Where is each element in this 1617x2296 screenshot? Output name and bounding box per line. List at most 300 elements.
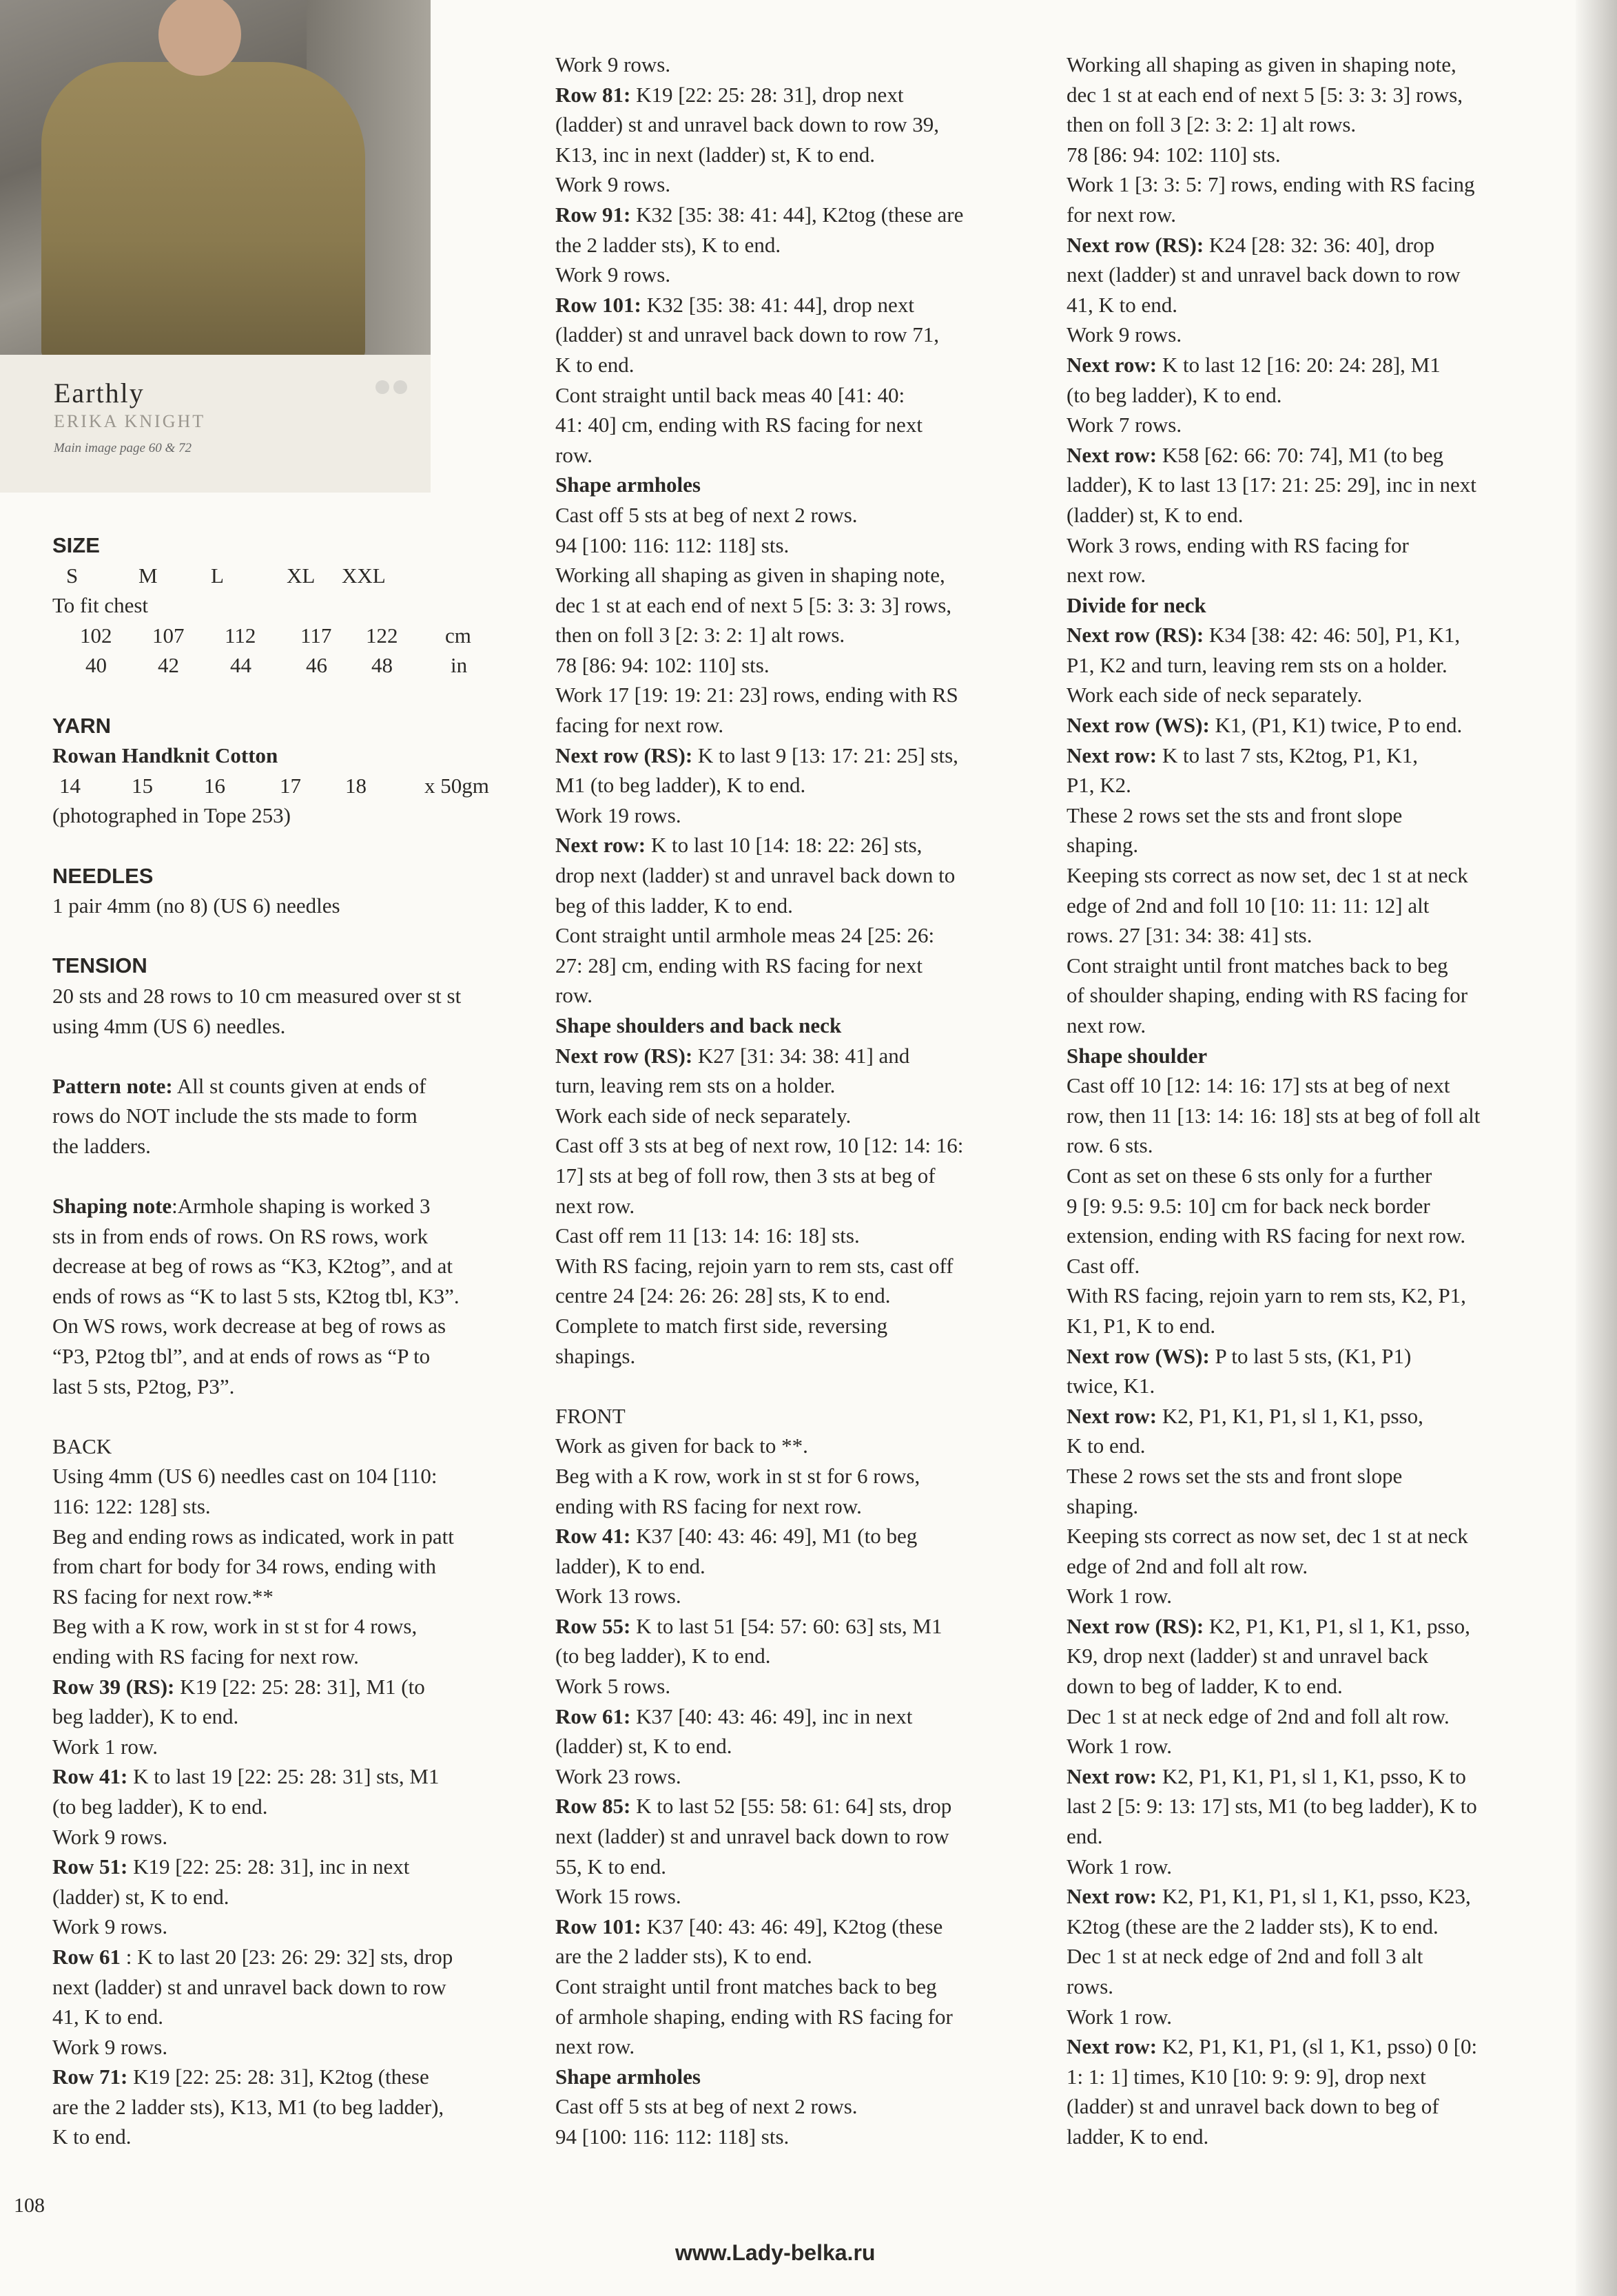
instruction-text: K24 [28: 32: 36: 40], drop [1204,232,1435,257]
instruction-text: Complete to match first side, reversing [555,1313,888,1338]
instruction-line [1067,350,1563,380]
instruction-text: K19 [22: 25: 28: 31], M1 (to [174,1674,425,1699]
title-box [0,355,431,493]
instruction-line [1067,1972,1563,2002]
pattern-note-line: the ladders. [52,1133,151,1158]
tension-line: using 4mm (US 6) needles. [52,1013,286,1038]
instruction-text: (to beg ladder), K to end. [1067,382,1282,407]
instruction-text: Work 23 rows. [555,1764,681,1788]
instruction-line [555,530,1051,561]
instruction-line [555,500,1051,530]
instruction-label: Next row (RS): [1067,1613,1204,1638]
shaping-note-line: ends of rows as “K to last 5 sts, K2tog tbl, K3”. [52,1283,460,1308]
yarn-unit: x 50gm [424,773,489,798]
instruction-label: Row 71: [52,2065,128,2089]
instruction-text: These 2 rows set the sts and front slope [1067,803,1403,827]
instruction-line [1067,1491,1563,1522]
instruction-text: rows. [1067,1974,1114,1998]
instruction-line [1067,1401,1563,1431]
instruction-label: Shape armholes [555,473,701,497]
instruction-text: Cast off 5 sts at beg of next 2 rows. [555,2094,858,2119]
instruction-line [1067,710,1563,741]
instruction-label: Next row (WS): [1067,713,1210,738]
instruction-line [1067,891,1563,921]
instruction-line [555,860,1051,891]
instruction-line [1067,920,1563,951]
instruction-text: ladder), K to end. [555,1553,705,1578]
instruction-line [1067,1161,1563,1191]
instruction-text: Dec 1 st at neck edge of 2nd and foll alt row. [1067,1704,1450,1728]
instruction-line [1067,1221,1563,1251]
main-image-ref: Main image page 60 & 72 [54,441,192,455]
instruction-line [1067,1581,1563,1611]
instruction-text: Work each side of neck separately. [1067,683,1363,707]
instruction-text: are the 2 ladder sts), K to end. [555,1944,812,1969]
instruction-text: Work 9 rows. [1067,322,1182,347]
instruction-text: ladder, K to end. [1067,2124,1209,2149]
instruction-text: beg ladder), K to end. [52,1704,239,1729]
inch-value: 42 [158,653,179,678]
instruction-line [555,1371,1051,1401]
instruction-line [555,710,1051,741]
instruction-line [52,1702,535,1732]
instruction-text: then on foll 3 [2: 3: 2: 1] alt rows. [1067,112,1357,137]
instruction-text: M1 (to beg ladder), K to end. [555,773,806,798]
instruction-line [555,1011,1051,1041]
designer-name: ERIKA KNIGHT [54,411,206,431]
instruction-line [52,1582,535,1612]
instruction-text: next row. [1067,563,1146,588]
instruction-text: Work 9 rows. [52,2034,168,2059]
instruction-line [555,1101,1051,1131]
instruction-text: Cont straight until back meas 40 [41: 40: [555,382,905,407]
instruction-line [1067,1671,1563,1702]
instruction-text: RS facing for next row.** [52,1584,274,1609]
instruction-text: Work 19 rows. [555,803,681,827]
inch-value: 48 [371,653,393,678]
instruction-text: Using 4mm (US 6) needles cast on 104 [110: [52,1464,437,1489]
yarn-amount: 17 [280,773,301,798]
instruction-label: Next row (RS): [555,1043,693,1068]
instruction-label: Next row: [1067,1884,1157,1909]
instruction-text: Cast off. [1067,1253,1140,1278]
instruction-line [555,2002,1051,2032]
instruction-line [555,1551,1051,1582]
instruction-text: (ladder) st, K to end. [555,1734,732,1759]
page-edge [1576,0,1617,2296]
instruction-text: edge of 2nd and foll 10 [10: 11: 11: 12] alt [1067,893,1430,918]
instruction-line [52,1852,535,1882]
cm-value: 112 [225,623,256,648]
shaping-note-line: “P3, P2tog tbl”, and at ends of rows as “P to [52,1344,431,1369]
instruction-text: dec 1 st at each end of next 5 [5: 3: 3: 3] rows, [1067,82,1463,107]
instruction-line [1067,560,1563,590]
instruction-text: 78 [86: 94: 102: 110] sts. [555,652,770,677]
instruction-line [555,1221,1051,1251]
instruction-text: row. 6 sts. [1067,1133,1153,1158]
instruction-text: shaping. [1067,1493,1139,1518]
shaping-note-text: :Armhole shaping is worked 3 [172,1194,431,1219]
instruction-line [1067,110,1563,140]
instruction-text: K to last 12 [16: 20: 24: 28], M1 [1157,352,1441,377]
instruction-text: Dec 1 st at neck edge of 2nd and foll 3 alt [1067,1944,1423,1969]
instruction-line [1067,650,1563,681]
garment-photo [0,0,431,355]
instruction-text: 41, K to end. [1067,292,1178,317]
instruction-text: last 2 [5: 9: 13: 17] sts, M1 (to beg ladder), K to [1067,1794,1477,1819]
instruction-text: next (ladder) st and unravel back down to row [1067,262,1461,287]
instruction-text: row, then 11 [13: 14: 16: 18] sts at beg of foll alt [1067,1103,1481,1128]
instruction-text: Work 3 rows, ending with RS facing for [1067,532,1409,557]
instruction-label: Row 41: [52,1764,128,1789]
instruction-text: ladder), K to last 13 [17: 21: 25: 29], inc in next [1067,473,1476,497]
instruction-line [1067,1791,1563,1821]
instruction-line [555,169,1051,200]
instruction-text: Work 9 rows. [555,172,671,197]
instruction-text: facing for next row. [555,713,724,738]
instruction-line [52,1491,535,1522]
tension-heading: TENSION [52,953,147,978]
instruction-text: K to last 9 [13: 17: 21: 25] sts, [692,743,958,767]
instruction-text: Working all shaping as given in shaping note, [555,563,945,588]
instruction-line [1067,200,1563,230]
instruction-line [555,1130,1051,1161]
cm-value: 102 [80,623,112,648]
rating-dot [393,380,407,394]
instruction-line [555,380,1051,411]
instruction-text: K2, P1, K1, P1, sl 1, K1, psso, [1157,1403,1423,1428]
instruction-text: of shoulder shaping, ending with RS facing for [1067,983,1468,1008]
instruction-line [555,2091,1051,2122]
yarn-heading: YARN [52,713,111,738]
shaping-note-line [52,1191,535,1221]
instruction-label: Row 101: [555,1914,641,1938]
instruction-text: Work 1 row. [52,1734,158,1759]
instruction-text: Work each side of neck separately. [555,1103,852,1128]
instruction-line [555,1761,1051,1792]
instruction-line [1067,2002,1563,2032]
instruction-text: 94 [100: 116: 112: 118] sts. [555,2124,790,2149]
instruction-text: Keeping sts correct as now set, dec 1 st at neck [1067,1524,1468,1549]
instruction-line [1067,380,1563,411]
yarn-name: Rowan Handknit Cotton [52,743,278,768]
instruction-text: next row. [555,1193,635,1218]
needles-text: 1 pair 4mm (no 8) (US 6) needles [52,893,340,918]
instruction-label: Row 85: [555,1794,631,1819]
size-row [52,561,535,591]
instruction-text: P1, K2. [1067,773,1131,798]
instruction-line [52,2032,535,2062]
instruction-label: Next row: [1067,352,1157,377]
instruction-text: (to beg ladder), K to end. [555,1644,771,1668]
instruction-line [52,2002,535,2032]
instruction-line [52,1611,535,1642]
instruction-text: Work 1 row. [1067,1854,1173,1879]
yarn-note: (photographed in Tope 253) [52,803,291,828]
instruction-line [1067,1191,1563,1221]
instruction-label: Row 61: [555,1704,631,1728]
instruction-text: Cast off 10 [12: 14: 16: 17] sts at beg of next [1067,1073,1450,1098]
instruction-line [555,1972,1051,2002]
instruction-text: centre 24 [24: 26: 26: 28] sts, K to end. [555,1283,891,1308]
instruction-line [555,830,1051,860]
instruction-line [555,560,1051,590]
instruction-text: down to beg of ladder, K to end. [1067,1674,1343,1699]
page-number: 108 [14,2194,45,2217]
instruction-line [555,1731,1051,1761]
instruction-line [555,1341,1051,1372]
instruction-text: (to beg ladder), K to end. [52,1794,268,1819]
instruction-text: drop next (ladder) st and unravel back down to [555,863,956,888]
instruction-line [555,1161,1051,1191]
cm-value: 117 [300,623,332,648]
instruction-line [555,50,1051,80]
instruction-text: Work 7 rows. [1067,413,1182,437]
instruction-text: (ladder) st and unravel back down to beg of [1067,2094,1439,2119]
instruction-text: row. [555,983,593,1008]
instruction-line [555,1611,1051,1642]
instruction-line [1067,169,1563,200]
instruction-line [555,290,1051,320]
instruction-line [1067,1941,1563,1972]
yarn-amount: 14 [59,773,81,798]
instruction-line [1067,1281,1563,1311]
instruction-text: K to end. [1067,1434,1146,1458]
instruction-line [1067,80,1563,110]
shaping-note-label: Shaping note [52,1194,172,1219]
instruction-label: Row 55: [555,1613,631,1638]
instruction-text: FRONT [555,1403,626,1428]
cm-value: 122 [366,623,398,648]
pattern-note-line [52,1071,535,1102]
instruction-label: Row 41: [555,1524,631,1549]
instruction-line [1067,590,1563,621]
instruction-text: 9 [9: 9.5: 9.5: 10] cm for back neck border [1067,1193,1430,1218]
instruction-text: edge of 2nd and foll alt row. [1067,1553,1308,1578]
yarn-amount-row [52,771,535,801]
instruction-label: Next row: [1067,2034,1157,2059]
left-column [52,530,535,2152]
instruction-text: K37 [40: 43: 46: 49], inc in next [630,1704,913,1728]
instruction-text: turn, leaving rem sts on a holder. [555,1073,836,1098]
needles-heading: NEEDLES [52,863,154,888]
yarn-amount: 16 [204,773,225,798]
instruction-text: next row. [1067,1013,1146,1037]
instruction-label: Next row (RS): [555,743,693,767]
instruction-line [1067,230,1563,260]
instruction-text: K19 [22: 25: 28: 31], K2tog (these [127,2065,429,2089]
instruction-line [555,2062,1051,2092]
instruction-text: Keeping sts correct as now set, dec 1 st at neck [1067,863,1468,888]
instruction-text: K34 [38: 42: 46: 50], P1, K1, [1204,623,1461,648]
cm-unit: cm [445,623,471,648]
instruction-label: Next row (RS): [1067,232,1204,257]
instruction-text: Work 1 row. [1067,1584,1173,1609]
instruction-line [1067,1821,1563,1852]
instruction-label: Shape armholes [555,2064,701,2089]
instruction-text: K2, P1, K1, P1, (sl 1, K1, psso) 0 [0: [1157,2034,1478,2059]
instruction-line [555,140,1051,170]
instruction-line [1067,1251,1563,1281]
instruction-line [1067,770,1563,800]
instruction-text: K32 [35: 38: 41: 44], K2tog (these are [630,202,964,227]
instruction-line [52,2062,535,2092]
back-instructions [52,1461,535,2152]
instruction-line [555,2122,1051,2152]
instruction-text: Work 9 rows. [52,1824,168,1849]
instruction-text: 27: 28] cm, ending with RS facing for next [555,953,923,978]
inch-value: 40 [85,653,107,678]
instruction-text: K19 [22: 25: 28: 31], inc in next [127,1854,410,1879]
instruction-line [555,741,1051,771]
instruction-text: rows. 27 [31: 34: 38: 41] sts. [1067,923,1312,948]
instruction-line [1067,50,1563,80]
shaping-note-line: On WS rows, work decrease at beg of rows as [52,1314,446,1338]
instruction-line [1067,290,1563,320]
instruction-line [52,1672,535,1702]
instruction-text: 78 [86: 94: 102: 110] sts. [1067,142,1281,167]
instruction-line [52,1972,535,2003]
instruction-line [555,1671,1051,1702]
instruction-text: K to end. [52,2124,132,2149]
instruction-text: dec 1 st at each end of next 5 [5: 3: 3: 3] rows, [555,592,952,617]
instruction-text: row. [555,442,593,467]
instruction-line [52,1732,535,1762]
instruction-text: K to last 51 [54: 57: 60: 63] sts, M1 [630,1613,943,1638]
instruction-line [1067,830,1563,860]
instruction-label: Row 101: [555,292,641,317]
instruction-text: K2, P1, K1, P1, sl 1, K1, psso, K23, [1157,1884,1471,1909]
instruction-text: K1, P1, K to end. [1067,1313,1216,1338]
instruction-line [555,650,1051,681]
instruction-line [1067,1041,1563,1071]
site-footer: www.Lady-belka.ru [675,2240,876,2265]
instruction-line [1067,2062,1563,2092]
instruction-line [555,1461,1051,1491]
instruction-line [555,260,1051,290]
instruction-line [1067,500,1563,530]
instruction-line [555,230,1051,260]
instruction-line [555,1852,1051,1882]
instruction-label: Shape shoulder [1067,1043,1208,1068]
instruction-text: Cont straight until armhole meas 24 [25: 26: [555,923,935,948]
instruction-line [555,350,1051,380]
instruction-line [52,1761,535,1792]
instruction-line [1067,1101,1563,1131]
instruction-line [555,1071,1051,1101]
instruction-text: With RS facing, rejoin yarn to rem sts, cast off [555,1253,954,1278]
instruction-label: Next row: [1067,442,1157,467]
instruction-text: are the 2 ladder sts), K13, M1 (to beg ladder), [52,2094,444,2119]
pattern-note-text: All st counts given at ends of [172,1073,426,1098]
instruction-line [1067,800,1563,831]
instruction-text: Cont straight until front matches back to beg [555,1974,937,1998]
instruction-label: Next row (RS): [1067,623,1204,648]
instruction-text: K to last 52 [55: 58: 61: 64] sts, drop [630,1794,952,1819]
instruction-line [555,440,1051,470]
instruction-text: Cast off 5 sts at beg of next 2 rows. [555,502,858,527]
instruction-line [1067,980,1563,1011]
instruction-line [1067,620,1563,650]
instruction-label: Divide for neck [1067,592,1206,617]
instruction-text: K to last 19 [22: 25: 28: 31] sts, M1 [127,1764,440,1789]
instruction-text: 116: 122: 128] sts. [52,1494,211,1518]
instruction-text: Work 17 [19: 19: 21: 23] rows, ending with RS [555,683,958,707]
yarn-amount: 18 [345,773,367,798]
instruction-line [1067,1130,1563,1161]
instruction-line [555,680,1051,710]
instruction-text: K37 [40: 43: 46: 49], M1 (to beg [630,1524,918,1549]
instruction-line [1067,1011,1563,1041]
instruction-line [1067,1371,1563,1401]
instruction-text: With RS facing, rejoin yarn to rem sts, K2, P1, [1067,1283,1466,1308]
instruction-line [52,1522,535,1552]
instruction-text: Beg with a K row, work in st st for 6 rows, [555,1463,920,1488]
pattern-title: Earthly [54,378,145,408]
instruction-line [1067,1761,1563,1792]
cm-row [52,621,535,651]
instruction-line [1067,1912,1563,1942]
instruction-text: K19 [22: 25: 28: 31], drop next [630,82,904,107]
instruction-text: 17] sts at beg of foll row, then 3 sts at beg of [555,1163,936,1188]
instruction-label: Row 61 [52,1944,121,1969]
instruction-line [555,1041,1051,1071]
instruction-text: (ladder) st and unravel back down to row 39, [555,112,939,137]
instruction-text: for next row. [1067,202,1176,227]
instruction-text: K to last 7 sts, K2tog, P1, K1, [1157,743,1419,767]
instruction-text: 94 [100: 116: 112: 118] sts. [555,532,790,557]
instruction-line [1067,260,1563,290]
instruction-text: next (ladder) st and unravel back down to row [555,1824,949,1849]
instruction-line [555,1281,1051,1311]
instruction-text: next (ladder) st and unravel back down to row [52,1974,446,1999]
instruction-line [1067,530,1563,561]
instruction-text: Beg with a K row, work in st st for 4 rows, [52,1614,418,1639]
instruction-line [1067,1551,1563,1582]
instruction-line [52,2092,535,2122]
instruction-text: (ladder) st, K to end. [52,1884,229,1909]
yarn-amount: 15 [132,773,153,798]
instruction-text: K32 [35: 38: 41: 44], drop next [641,292,914,317]
instruction-line [1067,680,1563,710]
instruction-line [555,770,1051,800]
instruction-text: K58 [62: 66: 70: 74], M1 (to beg [1157,442,1444,467]
inch-value: 46 [306,653,327,678]
instruction-text: ending with RS facing for next row. [52,1644,359,1668]
instruction-line [1067,440,1563,470]
instruction-line [1067,1521,1563,1551]
instruction-line [555,1521,1051,1551]
instruction-line [555,1401,1051,1431]
instruction-text: Work 9 rows. [555,52,671,76]
instruction-line [1067,2091,1563,2122]
instruction-line [52,1912,535,1942]
instruction-label: Next row (WS): [1067,1343,1210,1368]
instruction-line [1067,1702,1563,1732]
instruction-line [1067,1641,1563,1671]
shaping-note-line: sts in from ends of rows. On RS rows, work [52,1223,429,1248]
back-heading: BACK [52,1434,112,1458]
instruction-text: ending with RS facing for next row. [555,1493,862,1518]
instruction-text: 1: 1: 1] times, K10 [10: 9: 9: 9], drop next [1067,2064,1426,2089]
rating-dot [375,380,389,394]
rating-dots [375,380,411,397]
instruction-label: Shape shoulders and back neck [555,1013,842,1037]
instruction-line [555,951,1051,981]
instruction-text: K37 [40: 43: 46: 49], K2tog (these [641,1914,943,1938]
instruction-label: Next row: [555,833,646,858]
pattern-note-label: Pattern note: [52,1073,173,1098]
